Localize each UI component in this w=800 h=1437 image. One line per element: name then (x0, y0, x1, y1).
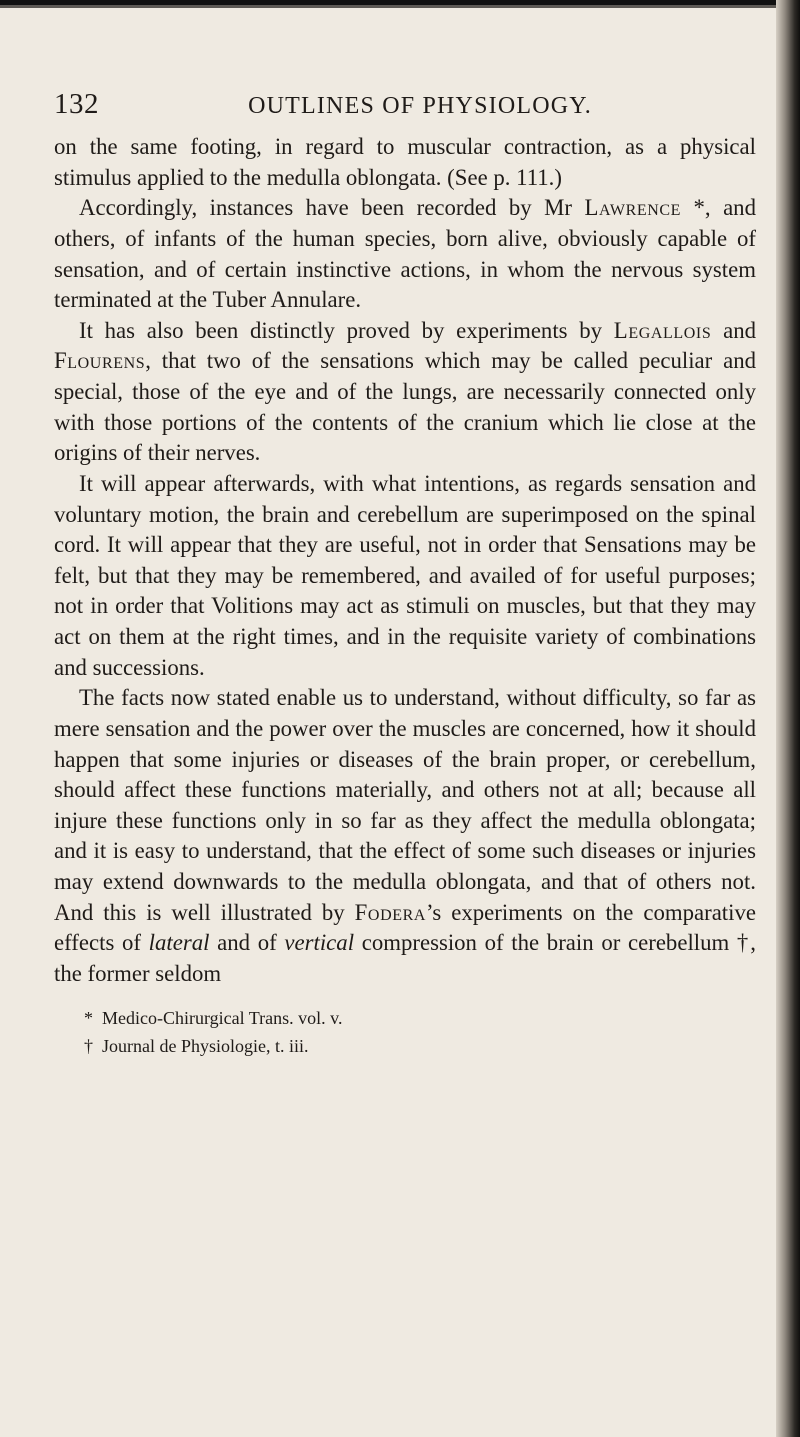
paragraph-3-before-names: It has also been distinctly proved by experiments by (79, 317, 614, 343)
footnote-1-text: Medico-Chirurgical Trans. vol. v. (102, 1007, 343, 1028)
author-lawrence: Lawrence (584, 195, 682, 221)
paragraph-5 (54, 683, 756, 989)
paragraph-1 (54, 132, 756, 193)
paragraph-3-between-names: and (711, 317, 756, 343)
paragraph-2-before-name: Accordingly, instances have been recorded by Mr (79, 195, 585, 221)
paragraph-5-after-italics: compression of the brain or cerebellum †, the former seldom (54, 930, 756, 986)
page-number: 132 (54, 88, 99, 120)
footnotes (54, 1004, 756, 1060)
italic-vertical: vertical (284, 930, 355, 956)
author-flourens: Flourens (54, 348, 146, 374)
paragraph-5-possessive: ’s experiments on the comparative effects of (54, 899, 756, 956)
paragraph-4-text: It will appear afterwards, with what intentions, as regards sensation and voluntary motion, the brain and cerebellum are superimposed on the spinal cord. It will appear that they are useful, not in order that Sensations may be felt, but that they may be remembered, and availed of for useful purposes; not in order that Volitions may act as stimuli on muscles, but that they may act on them at the right times, and in the requisite variety of combinations and successions. (54, 470, 756, 680)
italic-lateral: lateral (148, 930, 210, 956)
author-legallois: Legallois (613, 317, 712, 343)
paragraph-5-between-italics: and of (209, 930, 285, 956)
paragraph-3 (54, 316, 756, 469)
footnote-2-text: Journal de Physiologie, t. iii. (102, 1035, 309, 1056)
paragraph-4 (54, 469, 756, 683)
top-border-rule (0, 0, 800, 8)
footnote-1-mark: * (84, 1007, 93, 1028)
paragraph-2-after-name: *, and others, of infants of the human species, born alive, obviously capable of sensation, and of certain instinctive actions, in whom the nervous system terminated at the Tuber Annulare. (54, 195, 756, 313)
paragraph-1-text: on the same footing, in regard to muscular contraction, as a physical stimulus applied to the medulla oblongata. (See p. 111.) (54, 134, 756, 190)
footnote-2 (84, 1032, 756, 1060)
footnote-2-mark: † (84, 1035, 93, 1056)
paragraph-5-before-name: The facts now stated enable us to understand, without difficulty, so far as mere sensation and the power over the muscles are concerned, how it should happen that some injuries or diseases of the brain proper, or cerebellum, should affect these functions materially, and others not at all; because all injure these functions only in so far as they affect the medulla oblongata; and it is easy to understand, that the effect of some such diseases or injuries may extend downwards to the medulla oblongata, and that of others not. And this is well illustrated by (54, 685, 756, 925)
author-fodera: Fodera (354, 899, 427, 925)
footnote-1 (84, 1004, 756, 1032)
running-head: OUTLINES OF PHYSIOLOGY. (248, 93, 592, 119)
body-text (54, 132, 756, 990)
page-header (54, 88, 756, 124)
book-page (54, 88, 756, 1388)
book-binding-edge (776, 0, 800, 1437)
paragraph-2 (54, 193, 756, 316)
paragraph-3-after-names: , that two of the sensations which may be called peculiar and special, those of the eye and of the lungs, are necessarily connected only with those portions of the contents of the cranium which lie close at the origins of their nerves. (54, 348, 756, 466)
